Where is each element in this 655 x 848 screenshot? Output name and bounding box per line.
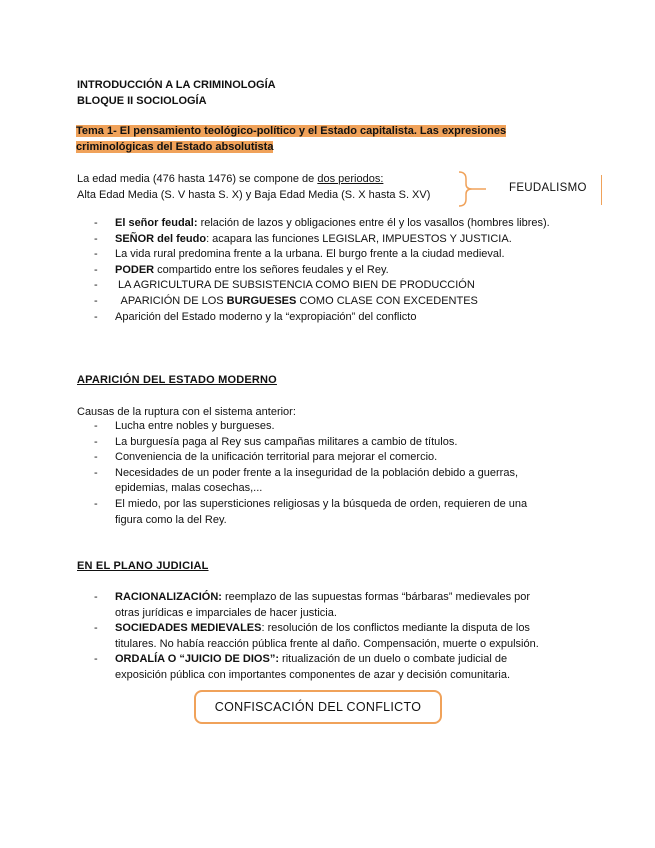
section-title-judicial: EN EL PLANO JUDICIAL	[77, 560, 209, 572]
list-item: - El miedo, por las supersticiones religiosas y la búsqueda de orden, requieren de una figura como la del Rey.	[94, 497, 528, 526]
topic-line-1: Tema 1- El pensamiento teológico-político y el Estado capitalista. Las expresiones	[76, 125, 507, 137]
document-title	[77, 77, 276, 109]
list-item: - Lucha entre nobles y burgueses.	[94, 420, 275, 432]
list-item: - Conveniencia de la unificación territorial para mejorar el comercio.	[94, 451, 438, 464]
confiscation-label: CONFISCACIÓN DEL CONFLICTO	[214, 700, 422, 714]
list-item: - ORDALÍA O “JUICIO DE DIOS”: ritualización de un duelo o combate judicial de exposición pública con importantes componentes de azar y decisión comunitaria.	[94, 653, 510, 681]
list-item: - PODER compartido entre los señores feudales y el Rey.	[94, 263, 389, 276]
list-item: - LA AGRICULTURA DE SUBSISTENCIA COMO BIEN DE PRODUCCIÓN	[94, 279, 475, 292]
list-item: - Aparición del Estado moderno y la “expropiación” del conflicto	[94, 310, 417, 323]
intro-periods: Alta Edad Media (S. V hasta S. X) y Baja Edad Media (S. X hasta S. XV)	[77, 189, 431, 201]
feudalismo-label: FEUDALISMO	[509, 182, 587, 194]
confiscation-box	[194, 690, 442, 724]
list-item: - La vida rural predomina frente a la urbana. El burgo frente a la ciudad medieval.	[94, 248, 505, 261]
list-item: - RACIONALIZACIÓN: reemplazo de las supuestas formas “bárbaras” medievales por otras jurídicas e imparciales de hacer justicia.	[94, 591, 531, 619]
list-item: - SEÑOR del feudo: acapara las funciones LEGISLAR, IMPUESTOS Y JUSTICIA.	[94, 232, 512, 245]
middle-ages-intro	[77, 171, 430, 203]
intro-underlined: dos periodos:	[317, 173, 384, 185]
topic-line-2: criminológicas del Estado absolutista	[76, 141, 274, 153]
right-brace-icon	[458, 170, 488, 208]
list-item: - APARICIÓN DE LOS BURGUESES COMO CLASE CON EXCEDENTES	[94, 294, 478, 307]
section-title-estado: APARICIÓN DEL ESTADO MODERNO	[77, 374, 277, 386]
causes-intro: Causas de la ruptura con el sistema anterior:	[77, 406, 296, 418]
list-item: - Necesidades de un poder frente a la inseguridad de la población debido a guerras, epidemias, malas cosechas,...	[94, 466, 519, 495]
feudal-list	[94, 216, 554, 325]
judicial-list	[94, 590, 554, 684]
list-item: - SOCIEDADES MEDIEVALES: resolución de los conflictos mediante la disputa de los titulares. No había reacción pública frente al daño. Compensación, muerte o expulsión.	[94, 622, 539, 650]
topic-heading	[76, 123, 546, 155]
margin-line	[601, 175, 602, 205]
list-item: - El señor feudal: relación de lazos y obligaciones entre él y los vasallos (hombres libres).	[94, 217, 550, 229]
intro-text: La edad media (476 hasta 1476) se compone de	[77, 173, 318, 185]
course-title: INTRODUCCIÓN A LA CRIMINOLOGÍA	[77, 79, 276, 91]
causes-list	[94, 419, 554, 528]
list-item: - La burguesía paga al Rey sus campañas militares a cambio de títulos.	[94, 435, 458, 448]
block-title: BLOQUE II SOCIOLOGÍA	[77, 95, 207, 107]
